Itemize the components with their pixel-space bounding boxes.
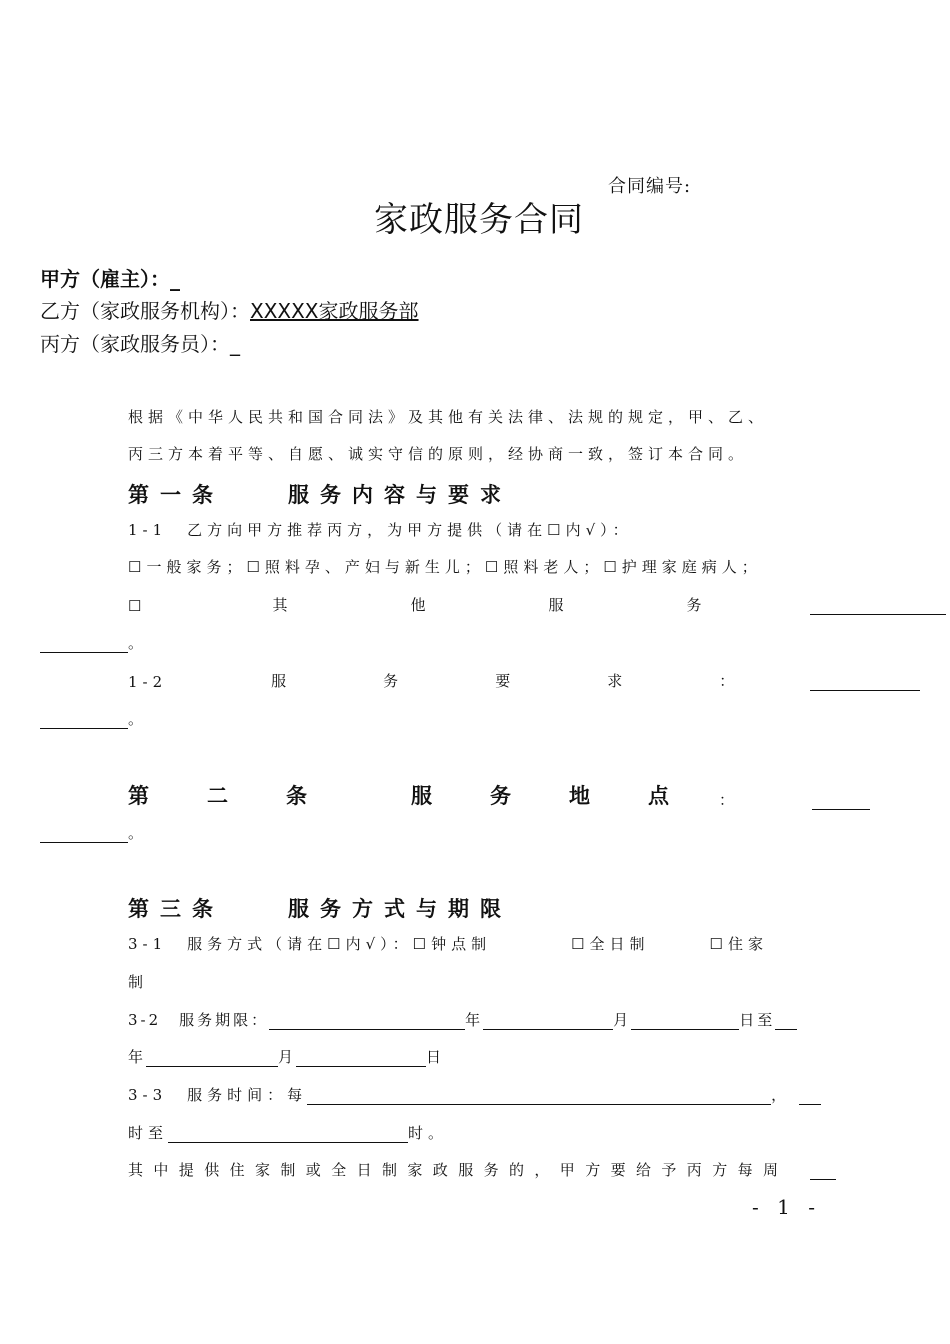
req-colon: ： [719,672,740,690]
article-2-char: 二 [207,784,228,808]
party-b-label: 乙方（家政服务机构）： [40,299,250,323]
article-3-heading: 第三条 服务方式与期限 [128,897,512,921]
article-3-item-3-cont [128,1122,448,1143]
location-continuation [40,822,148,843]
blank-line[interactable] [40,636,128,653]
contract-number-label: 合同编号: [608,176,692,197]
article-2-char: 第 [128,784,149,808]
party-b-value: XXXXX家政服务部 [250,299,419,323]
party-b-line [40,295,419,324]
comma: ， [771,1086,792,1104]
other-blank-continuation [40,632,148,653]
start-month-blank[interactable] [483,1013,613,1030]
party-a-line: 甲方（雇主）：_ [40,267,180,291]
req-char: 求 [607,672,628,690]
article-3-item-2-cont [128,1046,444,1067]
rest-day-text: 其中提供住家制或全日制家政服务的，甲方要给予丙方每周 [128,1161,789,1179]
preamble-line-2: 丙三方本着平等、自愿、诚实守信的原则，经协商一致，签订本合同。 [128,445,749,463]
article-3-item-1-cont: 制 [128,973,149,991]
article-1-other-row [128,594,946,615]
end-mark: 。 [128,634,149,652]
end-mark: 。 [128,824,149,842]
party-c-line: 丙方（家政服务员）：_ [40,332,240,356]
hour-end-label: 时。 [408,1124,449,1142]
article-1-heading: 第一条 服务内容与要求 [128,483,512,507]
day-label: 日 [426,1048,445,1066]
article-3-item-3-row [128,1084,821,1105]
article-2-char: 服 [411,784,432,808]
term-label: 3-2 服务期限： [128,1011,270,1029]
day-label: 日 [739,1011,758,1029]
hours-blank-2[interactable] [799,1088,821,1105]
year-label: 年 [128,1048,147,1066]
article-3-item-2-row [128,1009,797,1030]
end-month-blank[interactable] [146,1050,278,1067]
req-char: 要 [495,672,516,690]
article-2-char: 地 [569,784,590,808]
start-year-blank[interactable] [269,1013,465,1030]
other-checkbox[interactable]: ☐ [128,597,147,615]
article-1-item-2-row [128,670,920,691]
req-char: 服 [271,672,292,690]
hour-to-label: 时至 [128,1124,169,1142]
end-day-blank[interactable] [296,1050,426,1067]
location-blank[interactable] [812,793,870,810]
article-1-item-1: 1-1 乙方向甲方推荐丙方，为甲方提供（请在☐内√）： [128,521,633,539]
article-2-colon: ： [719,791,735,809]
rest-day-blank[interactable] [810,1163,836,1180]
hour-end-blank[interactable] [168,1126,408,1143]
hours-blank[interactable] [307,1088,771,1105]
hours-label: 3-3 服务时间：每 [128,1086,308,1104]
article-2-row [128,780,870,810]
other-char: 他 [410,596,431,614]
to-label: 至 [757,1011,776,1029]
end-mark: 。 [128,710,149,728]
other-char: 其 [272,596,293,614]
page-number: - 1 - [752,1195,821,1219]
month-label: 月 [613,1011,632,1029]
start-day-blank[interactable] [631,1013,739,1030]
preamble-line-1: 根据《中华人民共和国合同法》及其他有关法律、法规的规定，甲、乙、 [128,408,769,426]
end-year-blank-start[interactable] [775,1013,797,1030]
requirements-continuation [40,708,148,729]
article-2-char: 点 [648,784,669,808]
other-char: 务 [686,596,707,614]
requirements-blank[interactable] [810,674,920,691]
article-2-char: 条 [286,784,307,808]
document-title: 家政服务合同 [374,200,584,240]
blank-line[interactable] [40,826,128,843]
article-1-options: ☐一般家务；☐照料孕、产妇与新生儿；☐照料老人；☐护理家庭病人； [128,558,762,576]
article-3-item-1: 3-1 服务方式（请在☐内√）：☐钟点制 ☐全日制 ☐住家 [128,935,769,953]
month-label: 月 [278,1048,297,1066]
other-blank[interactable] [810,598,946,615]
item-number: 1-2 [128,673,168,691]
article-2-char: 务 [490,784,511,808]
other-char: 服 [548,596,569,614]
blank-line[interactable] [40,712,128,729]
req-char: 务 [383,672,404,690]
year-label: 年 [465,1011,484,1029]
rest-day-row [128,1159,836,1180]
